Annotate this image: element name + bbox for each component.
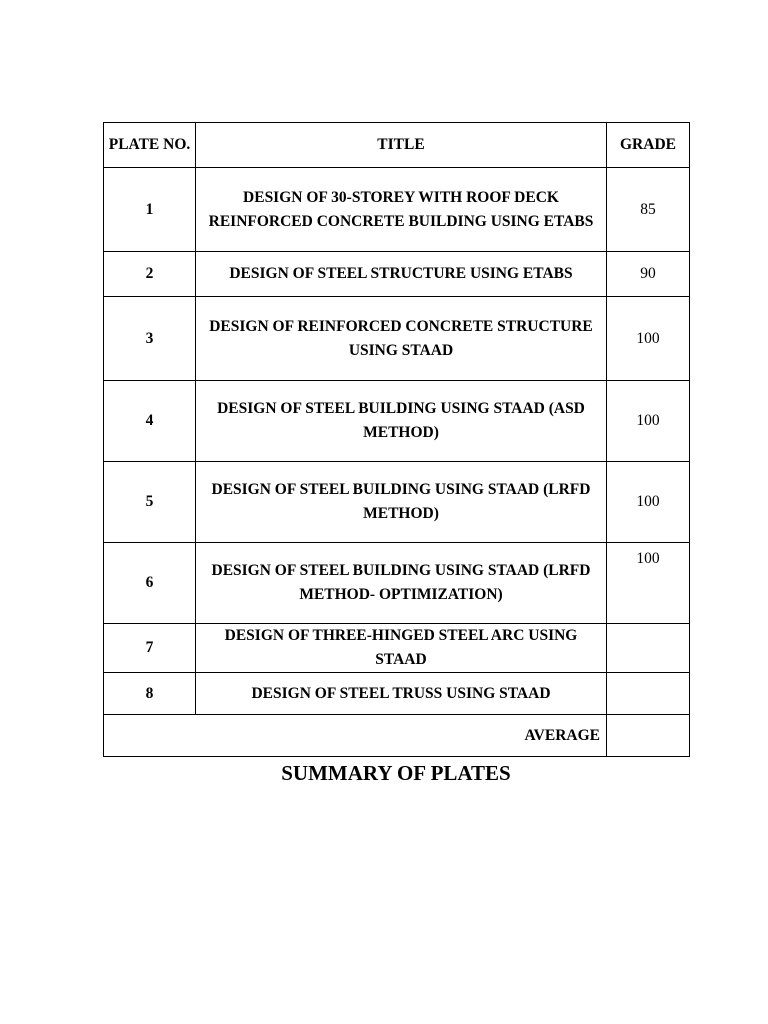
plate-number: 5 — [104, 462, 196, 543]
plate-title: DESIGN OF 30-STOREY WITH ROOF DECK REINFORCED CONCRETE BUILDING USING ETABS — [196, 168, 607, 252]
summary-of-plates-table — [103, 122, 690, 757]
average-row — [104, 715, 690, 757]
plate-grade — [607, 673, 690, 715]
average-label: AVERAGE — [104, 715, 607, 757]
plate-number: 8 — [104, 673, 196, 715]
plate-grade: 100 — [607, 462, 690, 543]
plate-grade — [607, 624, 690, 673]
plate-grade: 90 — [607, 252, 690, 297]
plate-grade: 85 — [607, 168, 690, 252]
table-row — [104, 297, 690, 381]
table-row — [104, 673, 690, 715]
table-row — [104, 252, 690, 297]
plate-title: DESIGN OF STEEL STRUCTURE USING ETABS — [196, 252, 607, 297]
plate-grade: 100 — [607, 381, 690, 462]
table-row — [104, 462, 690, 543]
header-plate-no: PLATE NO. — [104, 123, 196, 168]
plate-grade: 100 — [607, 297, 690, 381]
table-body — [104, 168, 690, 757]
header-grade: GRADE — [607, 123, 690, 168]
plate-number: 3 — [104, 297, 196, 381]
plate-grade: 100 — [607, 543, 690, 624]
plate-title: DESIGN OF STEEL BUILDING USING STAAD (ASD METHOD) — [196, 381, 607, 462]
plate-number: 4 — [104, 381, 196, 462]
plate-number: 2 — [104, 252, 196, 297]
plate-number: 7 — [104, 624, 196, 673]
plate-title: DESIGN OF STEEL BUILDING USING STAAD (LRFD METHOD- OPTIMIZATION) — [196, 543, 607, 624]
table-row — [104, 168, 690, 252]
table-row — [104, 624, 690, 673]
table-caption: SUMMARY OF PLATES — [281, 761, 511, 785]
plate-number: 1 — [104, 168, 196, 252]
table-header — [104, 123, 690, 168]
average-value — [607, 715, 690, 757]
header-row — [104, 123, 690, 168]
plate-title: DESIGN OF THREE-HINGED STEEL ARC USING STAAD — [196, 624, 607, 673]
plate-title: DESIGN OF REINFORCED CONCRETE STRUCTURE USING STAAD — [196, 297, 607, 381]
table-row — [104, 543, 690, 624]
table-row — [104, 381, 690, 462]
header-title: TITLE — [196, 123, 607, 168]
plate-number: 6 — [104, 543, 196, 624]
plate-title: DESIGN OF STEEL TRUSS USING STAAD — [196, 673, 607, 715]
plate-title: DESIGN OF STEEL BUILDING USING STAAD (LRFD METHOD) — [196, 462, 607, 543]
